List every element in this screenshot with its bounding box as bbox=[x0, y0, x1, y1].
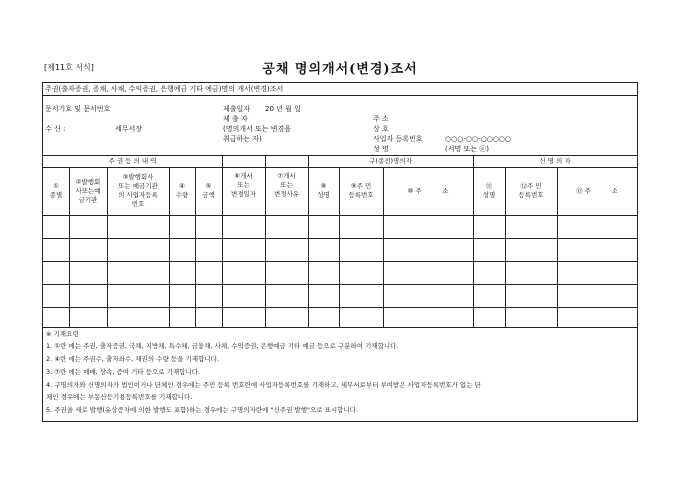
submitter-note-1: (명의개서 또는 변경을 bbox=[223, 125, 292, 133]
col-header-new-name: ⑪ 성명 bbox=[482, 182, 496, 199]
recipient-value: 세무서장 bbox=[115, 125, 143, 133]
note-5: 5. 주권을 새로 발행(유상증자에 의한 발행도 포함)하는 경우에는 구명의자란에 "신주권 발행"으로 표시합니다. bbox=[46, 406, 359, 414]
bizno-value: ○○○-○○-○○○○○ bbox=[445, 135, 512, 143]
submit-date-label: 제출일자 bbox=[223, 105, 251, 113]
submitter-label: 제 출 자 bbox=[223, 115, 248, 123]
col-header-new-regno: ⑫주 민 등록번호 bbox=[518, 182, 544, 199]
note-1: 1. ①란 에는 주권, 출자증권, 국채, 지방채, 특수채, 금융채, 사채, 수익증권, 은행예금 기타 예금 등으로 구분하여 기재합니다. bbox=[46, 342, 399, 350]
header-bottom-line bbox=[43, 215, 637, 216]
note-2: 2. ④란 에는 주권수, 출자좌수, 채권의 수량 등을 기재합니다. bbox=[46, 355, 219, 363]
sign-label: (서명 또는 ⓔ) bbox=[445, 145, 489, 153]
col-header-old-name: ⑧ 성명 bbox=[317, 182, 330, 199]
note-4a: 4. 구명의자와 신명의자가 법인이거나 단체인 경우에는 주민 등록 번호란에 사업자등록번호를 기재하고, 세무서로부터 부여받은 사업자등록번호가 없는 단 bbox=[46, 381, 481, 389]
col-header-old-regno: ⑨주 민 등록번호 bbox=[348, 182, 374, 199]
notes-heading: ※ 기재요령 bbox=[46, 330, 79, 338]
address-label: 주 소 bbox=[373, 115, 389, 123]
submitter-note-2: 취급하는 자) bbox=[223, 135, 262, 143]
col-header-old-address: ⑩ 주 소 bbox=[407, 186, 449, 195]
col-header-amount: ⑤ 금액 bbox=[202, 182, 215, 199]
recipient-label: 수 신 : bbox=[45, 125, 66, 133]
group-header-holdings: 주 권 등 의 내 역 bbox=[108, 156, 157, 165]
company-label: 상 호 bbox=[373, 125, 389, 133]
col-header-issuer-bizno: ③발행회사 또는 예금기관 의 사업자등록 번호 bbox=[118, 173, 158, 208]
note-4b: 체인 경우에는 부동산등기용등록번호를 기재합니다. bbox=[46, 393, 193, 401]
divider bbox=[43, 95, 637, 96]
col-header-change-date: ⑥개서 또는 변경일자 bbox=[230, 171, 257, 198]
doc-no-label: 문서기호 및 문서번호 bbox=[45, 105, 111, 113]
form-number: [제11호 서식] bbox=[44, 63, 94, 72]
col-header-issuer: ②발행회 사또는예 금기관 bbox=[75, 177, 101, 204]
group-header-new-owner: 신 명 의 자 bbox=[539, 156, 571, 165]
row-line bbox=[43, 238, 637, 239]
col-header-change-reason: ⑦개서 또는 변경사유 bbox=[273, 171, 300, 198]
name-label: 성 명 bbox=[373, 145, 389, 153]
row-line bbox=[43, 307, 637, 308]
bizno-label: 사업자 등록번호 bbox=[373, 135, 423, 143]
notes-top-line bbox=[43, 327, 637, 328]
submit-date-value: 20 년 월 일 bbox=[265, 105, 301, 113]
note-3: 3. ⑦란 에는 매매, 상속, 증여 기타 등으로 기재합니다. bbox=[46, 368, 201, 376]
page-title: 공채 명의개서(변경)조서 bbox=[262, 62, 418, 77]
purpose-text: 주권(출자증권, 증채, 사채, 수익증권, 은행예금 기타 예금)명의 개서(변경)조서 bbox=[45, 85, 284, 93]
col-header-type: ① 종별 bbox=[49, 182, 63, 199]
row-line bbox=[43, 284, 637, 285]
col-header-quantity: ④ 수량 bbox=[175, 182, 189, 199]
col-header-new-address: ⑬ 주 소 bbox=[576, 186, 618, 195]
row-line bbox=[43, 261, 637, 262]
group-header-old-owner: 구(종전)명의자 bbox=[369, 156, 412, 165]
